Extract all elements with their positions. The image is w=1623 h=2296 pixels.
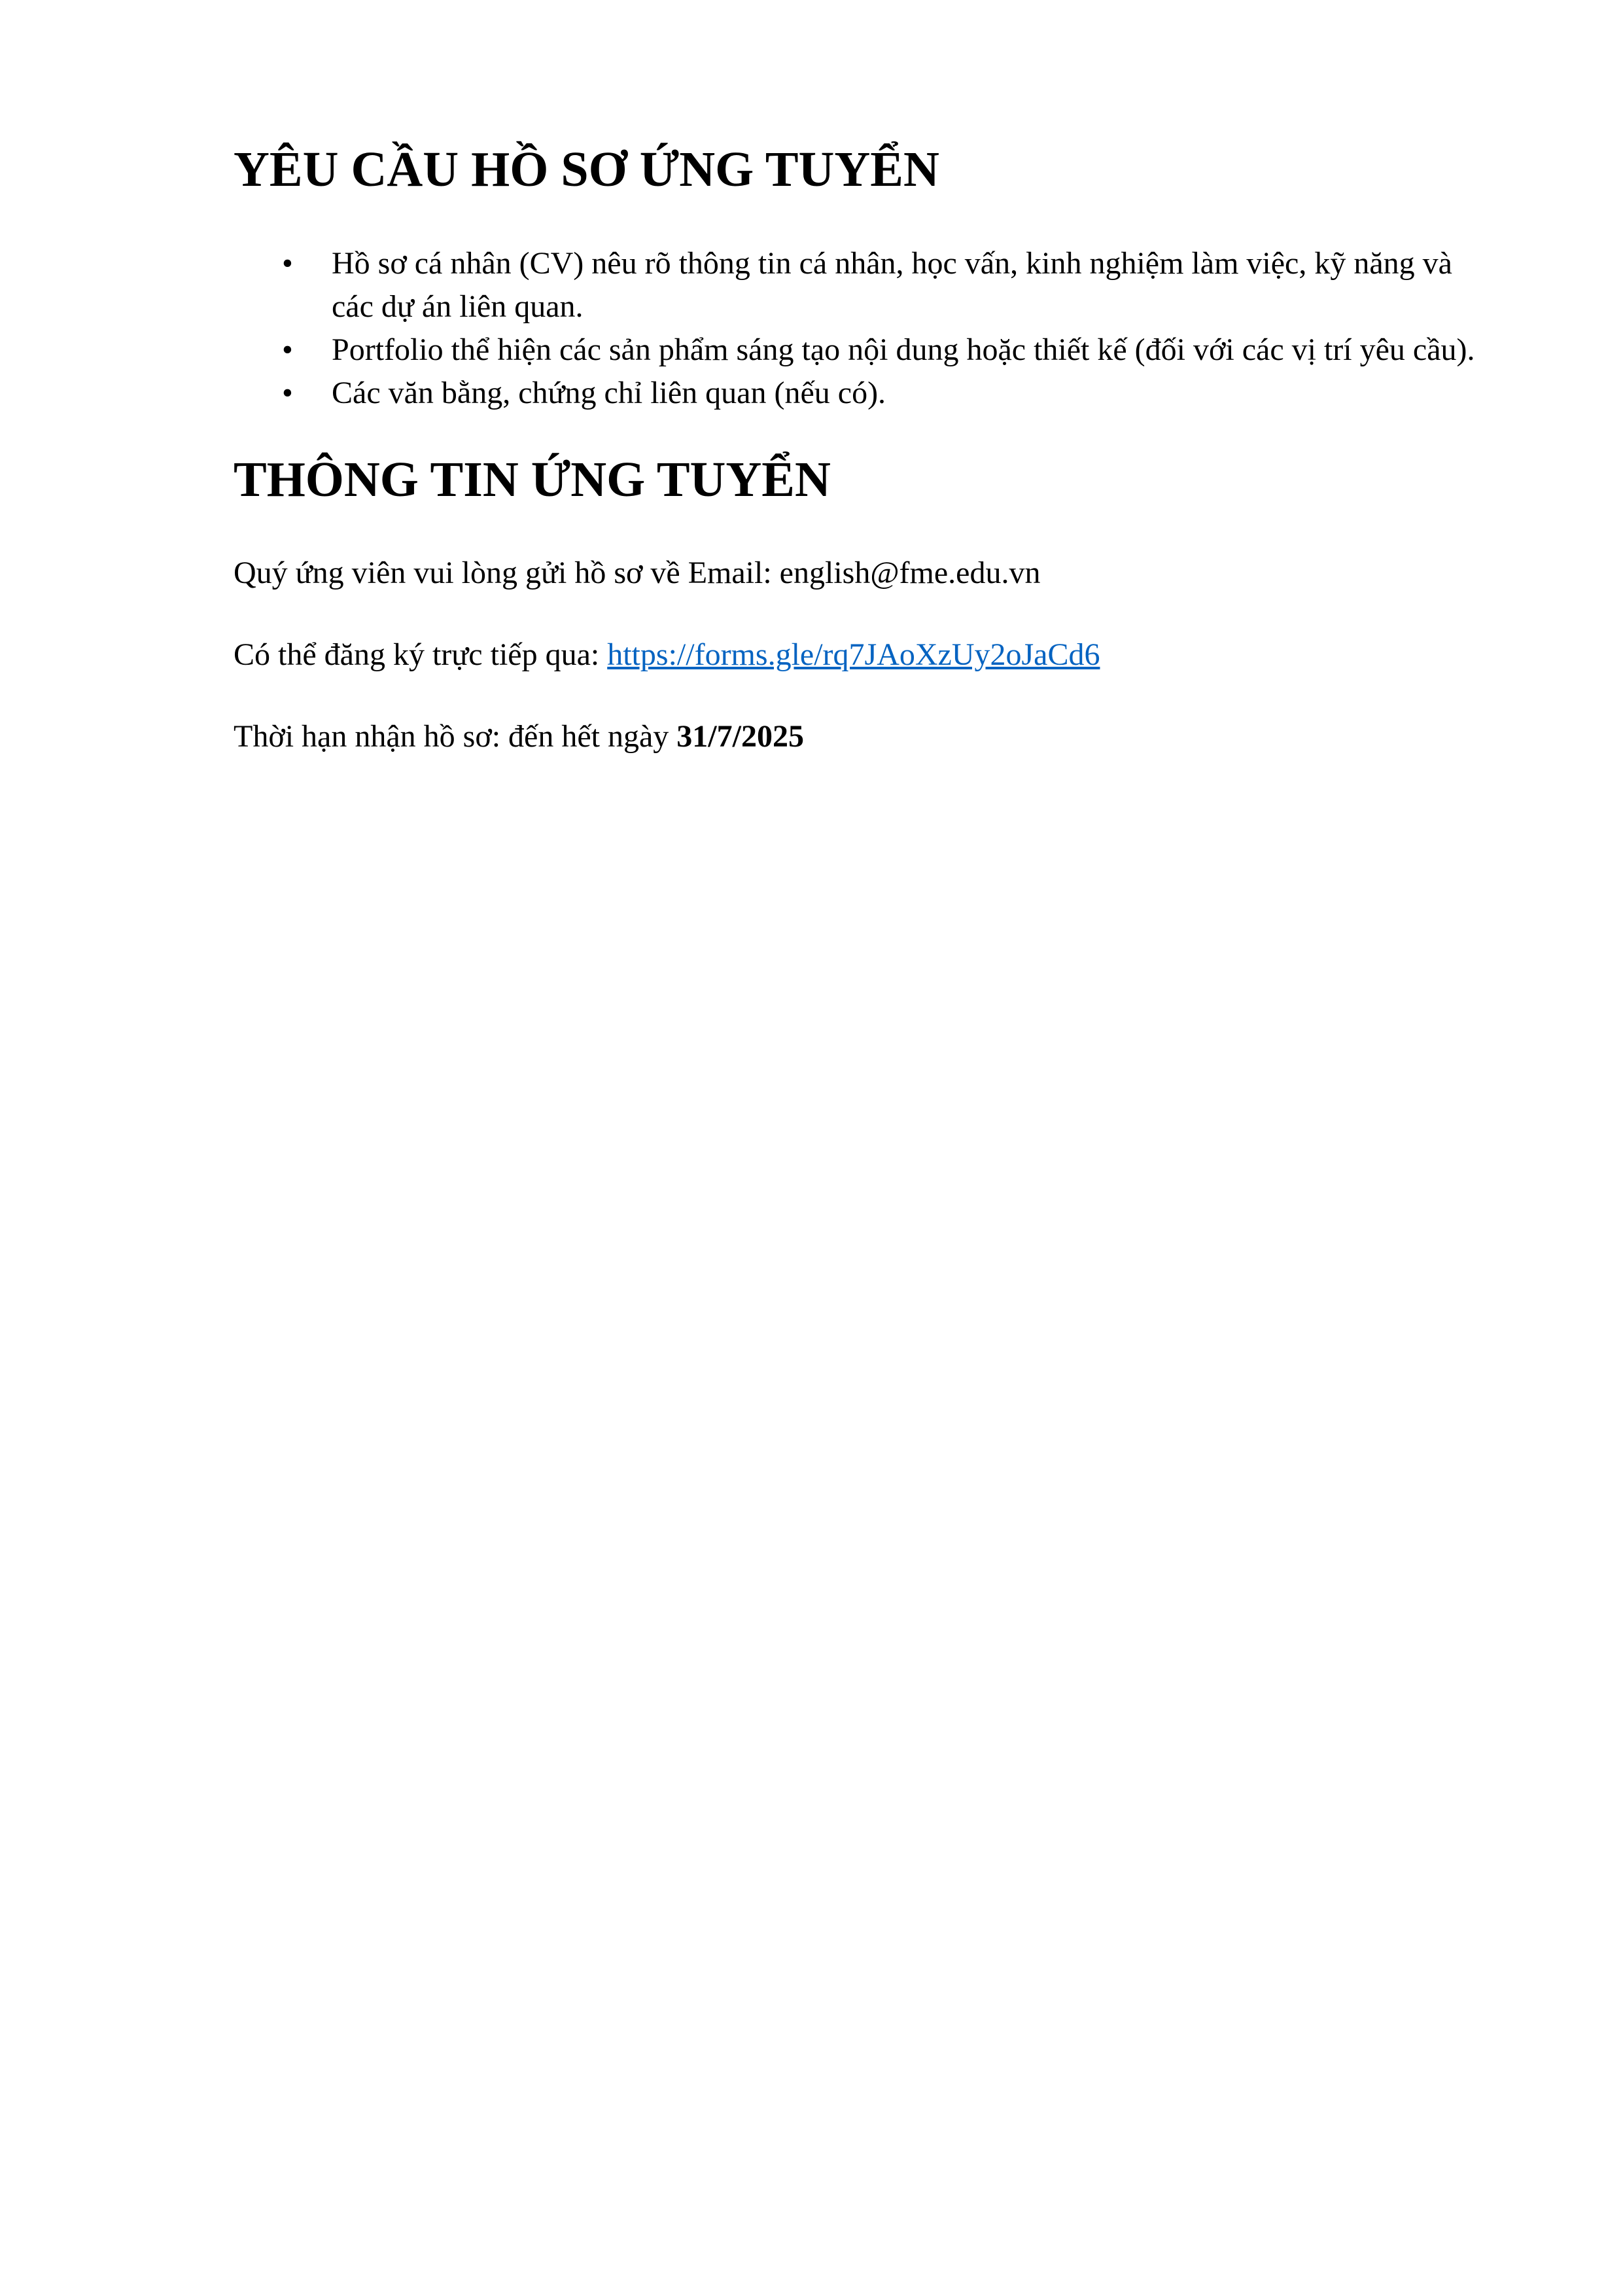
list-item-text: Portfolio thể hiện các sản phẩm sáng tạo nội dung hoặc thiết kế (đối với các vị trí yêu cầu). [332, 332, 1475, 367]
list-item [234, 372, 1476, 415]
list-item-text: Hồ sơ cá nhân (CV) nêu rõ thông tin cá nhân, học vấn, kinh nghiệm làm việc, kỹ năng và các dự án liên quan. [332, 245, 1452, 324]
bullet-icon: • [282, 245, 293, 281]
deadline-line [234, 715, 1476, 758]
document-content [234, 143, 1476, 758]
register-prefix: Có thể đăng ký trực tiếp qua: [234, 637, 608, 673]
requirements-heading: YÊU CẦU HỒ SƠ ỨNG TUYỂN [234, 142, 939, 197]
register-line [234, 633, 1476, 677]
deadline-prefix: Thời hạn nhận hồ sơ: đến hết ngày [234, 719, 677, 754]
application-info-heading: THÔNG TIN ỨNG TUYỂN [234, 451, 831, 507]
bullet-icon: • [282, 375, 293, 410]
registration-form-link[interactable]: https://forms.gle/rq7JAoXzUy2oJaCd6 [607, 637, 1100, 673]
list-item-text: Các văn bằng, chứng chỉ liên quan (nếu có). [332, 375, 886, 410]
email-line: Quý ứng viên vui lòng gửi hồ sơ về Email: english@fme.edu.vn [234, 556, 1041, 591]
deadline-date: 31/7/2025 [676, 719, 804, 754]
bullet-icon: • [282, 332, 293, 367]
list-item [234, 328, 1476, 372]
requirements-list [234, 242, 1476, 415]
list-item [234, 242, 1476, 328]
